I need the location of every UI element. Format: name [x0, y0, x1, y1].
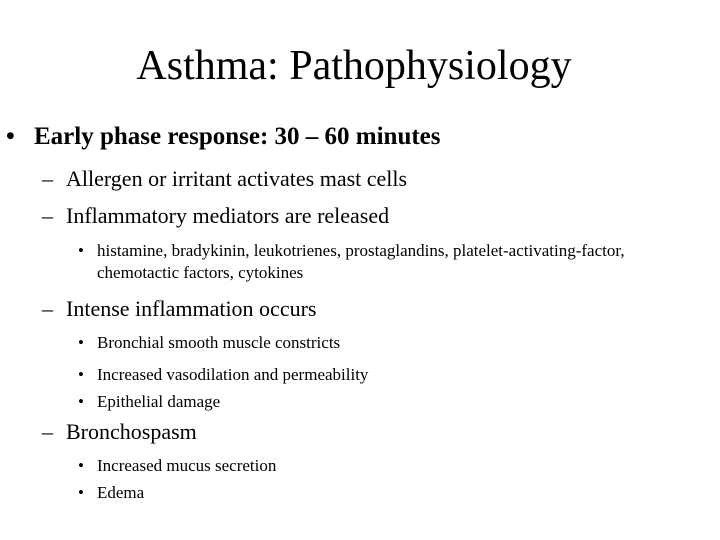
slide-title: Asthma: Pathophysiology — [136, 43, 572, 89]
dot-marker: • — [78, 483, 84, 502]
detail-bullet-text: Edema — [97, 483, 145, 502]
detail-bullet-text: Increased mucus secretion — [97, 456, 277, 475]
dash-marker: – — [42, 419, 53, 444]
detail-bullet-text: histamine, bradykinin, leukotrienes, prostaglandins, platelet-activating-factor, chemotactic factors, cytokines — [97, 241, 625, 282]
detail-bullet-text: Epithelial damage — [97, 392, 221, 411]
detail-bullet-text: Bronchial smooth muscle constricts — [97, 333, 341, 352]
main-bullet-text: Early phase response: 30 – 60 minutes — [34, 123, 441, 150]
dot-marker: • — [78, 392, 84, 411]
bullet-marker: • — [6, 123, 15, 150]
dash-marker: – — [42, 296, 53, 321]
dash-marker: – — [42, 203, 53, 228]
detail-bullet-text: Increased vasodilation and permeability — [97, 365, 369, 384]
dot-marker: • — [78, 333, 84, 352]
sub-bullet-text: Intense inflammation occurs — [66, 296, 317, 321]
sub-bullet-text: Allergen or irritant activates mast cells — [66, 166, 408, 191]
sub-bullet-text: Bronchospasm — [66, 419, 197, 444]
dot-marker: • — [78, 241, 84, 260]
dot-marker: • — [78, 365, 84, 384]
dot-marker: • — [78, 456, 84, 475]
dash-marker: – — [42, 166, 53, 191]
sub-bullet-text: Inflammatory mediators are released — [66, 203, 390, 228]
